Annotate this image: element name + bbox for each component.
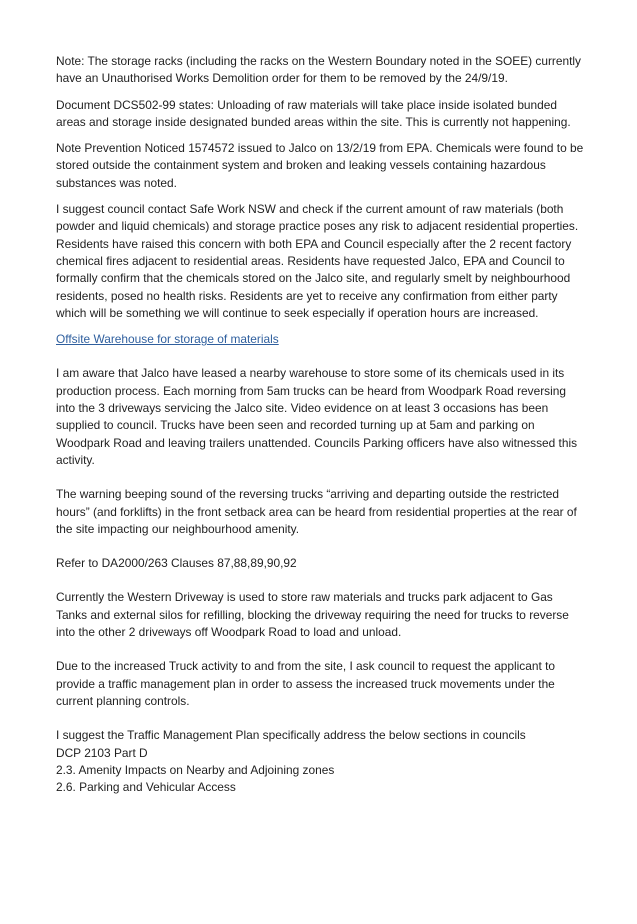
paragraph-safe-work-nsw: I suggest council contact Safe Work NSW and check if the current amount of raw materials (both powder and liquid chemicals) and storage practice poses any risk to adjacent residential properties. Residents have raised this concern with both EPA and Council especially after the 2 recent factory chemical fires adjacent to residential areas. Residents have requested Jalco, EPA and Council to formally confirm that the chemicals stored on the Jalco site, and regularly smelt by neighbourhood residents, posed no health risks. Residents are yet to receive any confirmation from either party which will be something we will continue to seek especially if operation hours are increased. [56,202,579,320]
paragraph-traffic-plan-request: Due to the increased Truck activity to and from the site, I ask council to request the applicant to provide a traffic management plan in order to assess the increased truck movements under the current planning controls. [56,659,556,708]
paragraph-document-dcs502: Document DCS502-99 states: Unloading of raw materials will take place inside isolated bunded areas and storage inside designated bunded areas within the site. This is currently not happening. [56,97,571,129]
document-page [56,53,586,805]
paragraph-storage-racks: Note: The storage racks (including the racks on the Western Boundary noted in the SOEE) currently have an Unauthorised Works Demolition order for them to be removed by the 24/9/19. [56,54,581,86]
paragraph-prevention-notice: Note Prevention Noticed 1574572 issued to Jalco on 13/2/19 from EPA. Chemicals were found to be stored outside the containment system and broken and leaking vessels containing hazardous substances was noted. [56,141,584,190]
section-amenity-impacts: 2.3. Amenity Impacts on Nearby and Adjoining zones [56,762,335,777]
traffic-plan-intro-line: I suggest the Traffic Management Plan specifically address the below sections in councils [56,728,526,743]
traffic-plan-sections [56,727,586,796]
paragraph-western-driveway: Currently the Western Driveway is used to store raw materials and trucks park adjacent to Gas Tanks and external silos for refilling, blocking the driveway requiring the need for trucks to reverse into the other 2 driveways off Woodpark Road to load and unload. [56,590,569,640]
dcp-reference-line: DCP 2103 Part D [56,745,148,760]
paragraph-warning-beeping: The warning beeping sound of the reversing trucks “arriving and departing outside the restricted hours” (and forklifts) in the front setback area can be heard from residential properties at the rear of the site impacting our neighbourhood amenity. [56,487,577,536]
paragraph-da-reference: Refer to DA2000/263 Clauses 87,88,89,90,92 [56,556,297,571]
offsite-warehouse-link[interactable]: Offsite Warehouse for storage of materials [56,332,279,347]
section-parking-access: 2.6. Parking and Vehicular Access [56,780,236,795]
paragraph-leased-warehouse: I am aware that Jalco have leased a nearby warehouse to store some of its chemicals used in its production process. Each morning from 5am trucks can be heard from Woodpark Road reversing into the 3 driveways servicing the Jalco site. Video evidence on at least 3 occasions has been supplied to council. Trucks have been seen and recorded turning up at 5am and parking on Woodpark Road and leaving trailers unattended. Councils Parking officers have also witnessed this activity. [56,366,578,467]
